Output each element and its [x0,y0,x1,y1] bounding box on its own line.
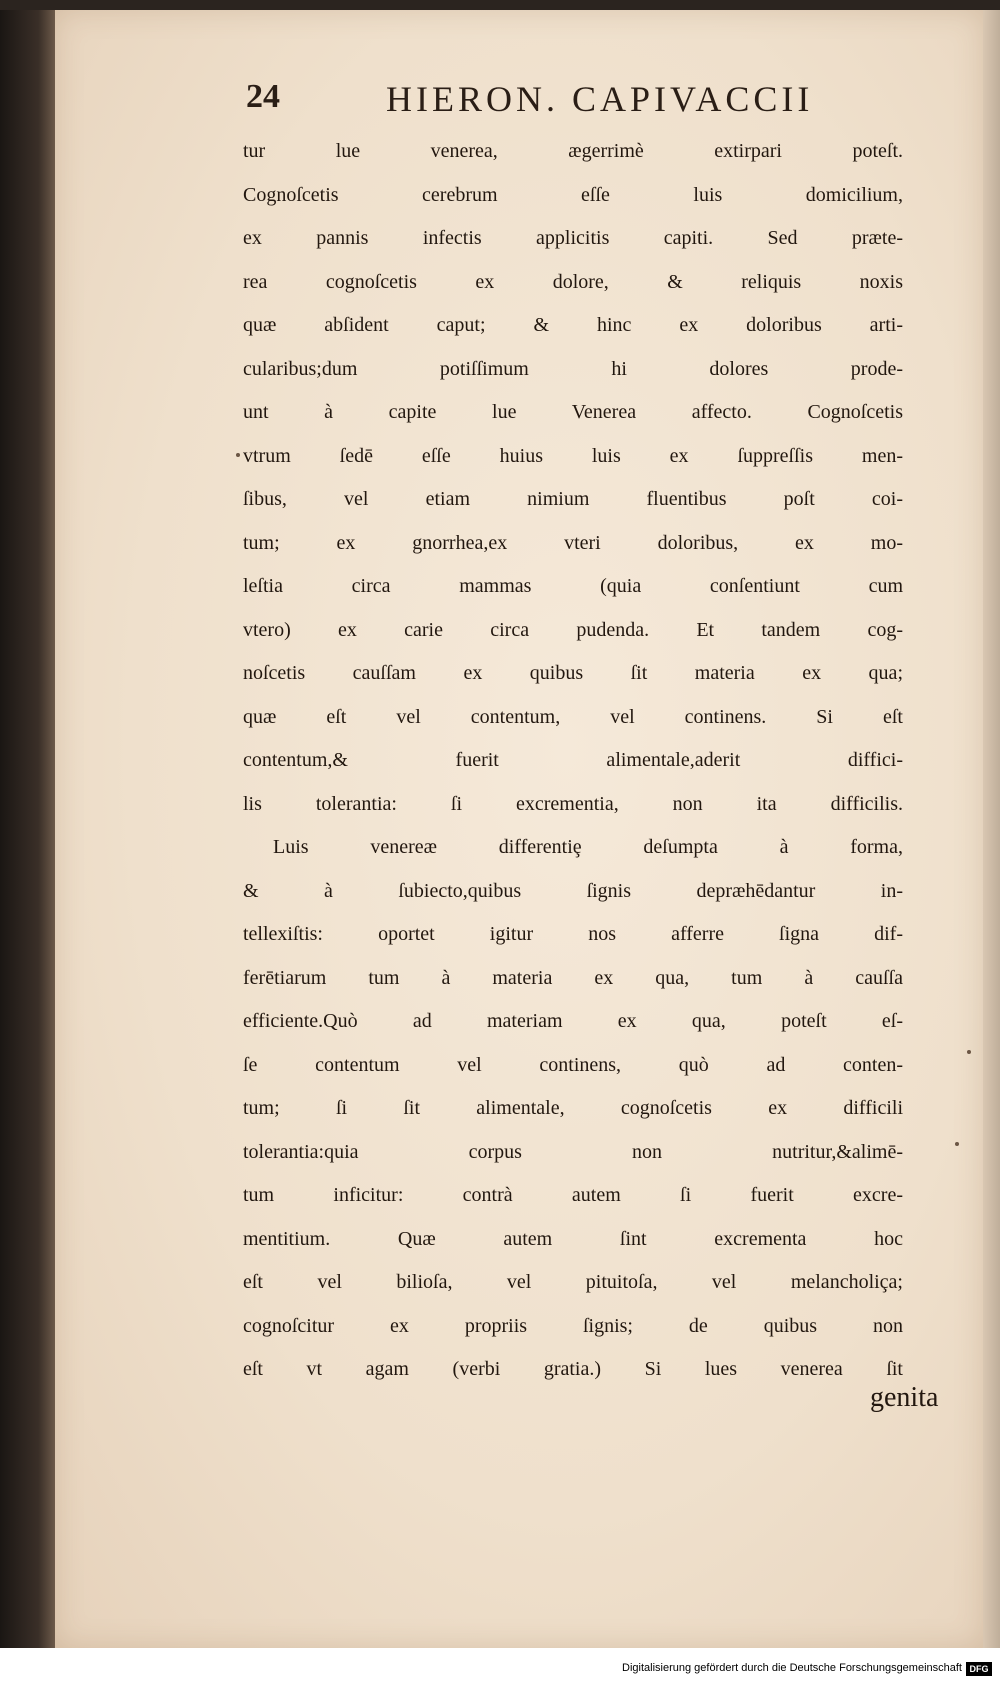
text-line: cularibus;dum potiſſimum hi dolores prode- [243,357,903,380]
text-line: ſibus, vel etiam nimium fluentibus poſt coi- [243,488,903,510]
funding-credit: Digitalisierung gefördert durch die Deutsche Forschungsgemeinschaft [622,1662,962,1674]
text-line: rea cognoſcetis ex dolore, & reliquis noxis [243,270,903,293]
text-line: leſtia circa mammas (quia conſentiunt cum [243,575,903,597]
text-line: noſcetis cauſſam ex quibus ſit materia ex qua; [243,662,903,684]
page-header [246,78,906,128]
text-line: tum; ſi ſit alimentale, cognoſcetis ex difficili [243,1097,903,1119]
text-line: mentitium. Quæ autem ſint excrementa hoc [243,1227,903,1250]
page-right-edge [983,10,1000,1648]
text-line: eſt vt agam (verbi gratia.) Si lues venerea ſit [243,1358,903,1380]
text-line: eſt vel bilioſa, vel pituitoſa, vel melancholiça; [243,1271,903,1293]
dfg-logo-icon: DFG [966,1662,992,1676]
stain-mark [967,1050,971,1054]
text-line: ex pannis infectis applicitis capiti. Sed præte- [243,227,903,249]
book-spine-edge [0,10,55,1648]
digitization-footer [0,1660,1000,1683]
text-line: tum; ex gnorrhea,ex vteri doloribus, ex mo- [243,531,903,554]
text-line: ſe contentum vel continens, quò ad conten- [243,1053,903,1076]
text-line: vtrum ſedē eſſe huius luis ex ſuppreſſis men- [243,444,903,467]
catchword: genita [870,1382,939,1413]
running-head: HIERON. CAPIVACCII [386,79,814,119]
text-line: efficiente.Quò ad materiam ex qua, poteſt eſ- [243,1010,903,1032]
paragraph-start-line: Luis venereæ differentiȩ deſumpta à forma, [273,836,903,858]
text-line: tolerantia:quia corpus non nutritur,&alimē- [243,1140,903,1163]
text-line: vtero) ex carie circa pudenda. Et tandem cog- [243,618,903,641]
stain-mark [236,453,240,457]
text-line: Cognoſcetis cerebrum eſſe luis domicilium, [243,183,903,206]
text-line: contentum,& fuerit alimentale,aderit diffici- [243,749,903,771]
text-line: quæ abſident caput; & hinc ex doloribus arti- [243,314,903,336]
body-text [243,130,903,1392]
scan-top-edge [0,0,1000,10]
text-line: tellexiſtis: oportet igitur nos afferre ſigna dif- [243,923,903,945]
page-number: 24 [246,78,280,115]
text-line: lis tolerantia: ſi excrementia, non ita difficilis. [243,792,903,815]
text-line: tur lue venerea, ægerrimè extirpari poteſt. [243,140,903,162]
text-line: tum inficitur: contrà autem ſi fuerit excre- [243,1184,903,1206]
text-line: cognoſcitur ex propriis ſignis; de quibus non [243,1314,903,1337]
text-line: & à ſubiecto,quibus ſignis depræhēdantur in- [243,879,903,902]
text-line: unt à capite lue Venerea affecto. Cognoſcetis [243,401,903,423]
stain-mark [955,1142,959,1146]
text-line: quæ eſt vel contentum, vel continens. Si eſt [243,705,903,728]
text-line: ferētiarum tum à materia ex qua, tum à cauſſa [243,966,903,989]
